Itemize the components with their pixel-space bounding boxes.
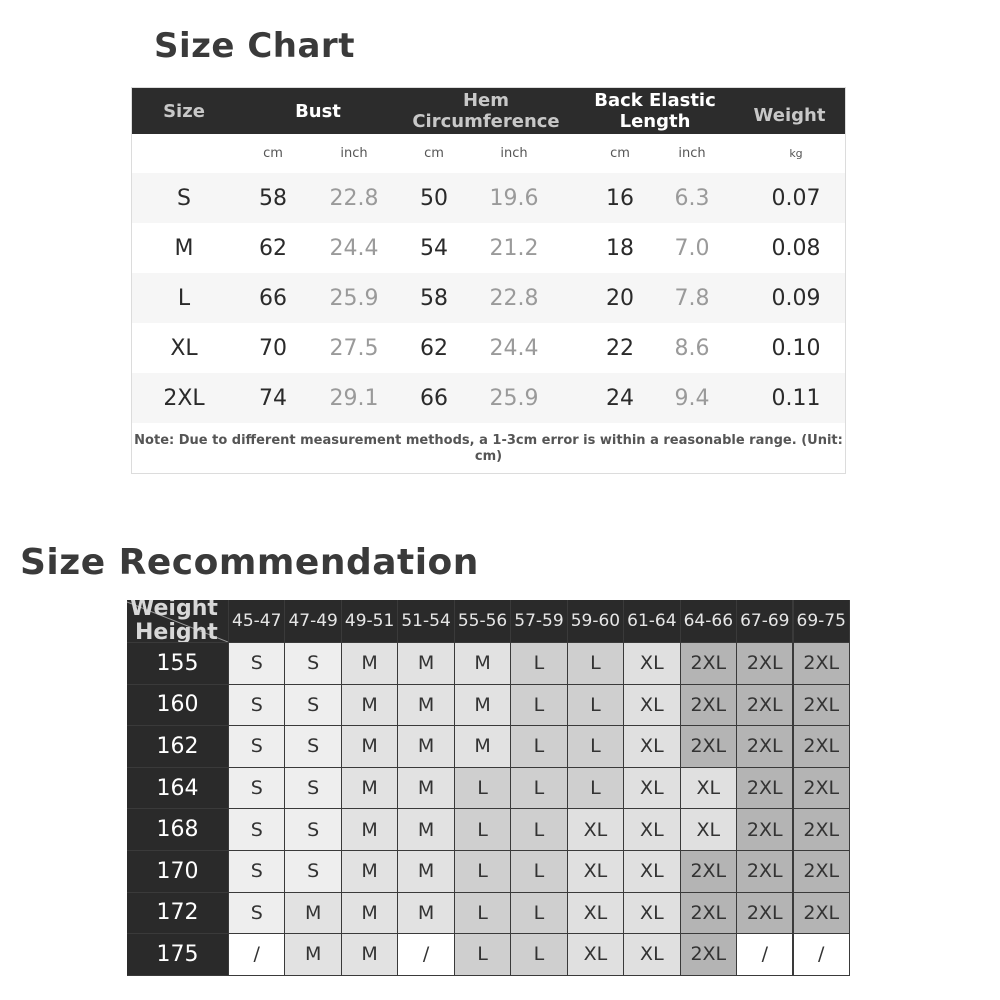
- height-header: 155: [127, 643, 228, 684]
- cell-hem-in: 24.4: [489, 335, 539, 361]
- recommendation-cell: S: [229, 643, 284, 684]
- recommendation-cell: /: [229, 934, 284, 975]
- weight-header: 45-47: [229, 600, 284, 642]
- cell-weight: 0.08: [771, 235, 821, 261]
- recommendation-cell: L: [455, 768, 510, 809]
- cell-weight: 0.09: [771, 285, 821, 311]
- size-chart-row: [132, 323, 845, 373]
- height-header: 175: [127, 934, 228, 975]
- recommendation-cell: 2XL: [737, 643, 792, 684]
- cell-weight: 0.10: [771, 335, 821, 361]
- recommendation-cell: 2XL: [681, 893, 736, 934]
- cell-size: XL: [170, 335, 198, 361]
- recommendation-cell: XL: [624, 768, 679, 809]
- recommendation-cell: 2XL: [737, 685, 792, 726]
- recommendation-cell: 2XL: [794, 893, 849, 934]
- recommendation-cell: L: [568, 768, 623, 809]
- weight-header: 47-49: [285, 600, 340, 642]
- cell-back-cm: 18: [606, 235, 634, 261]
- unit-back-inch: inch: [678, 145, 706, 161]
- cell-bust-cm: 66: [259, 285, 287, 311]
- recommendation-cell: L: [455, 851, 510, 892]
- size-chart-row: [132, 273, 845, 323]
- cell-hem-in: 22.8: [489, 285, 539, 311]
- recommendation-cell: M: [398, 726, 453, 767]
- recommendation-cell: XL: [624, 643, 679, 684]
- recommendation-cell: 2XL: [737, 768, 792, 809]
- recommendation-cell: 2XL: [794, 726, 849, 767]
- recommendation-cell: L: [511, 768, 566, 809]
- cell-bust-in: 29.1: [329, 385, 379, 411]
- recommendation-cell: M: [398, 685, 453, 726]
- height-header: 172: [127, 893, 228, 934]
- corner-weight-label: Weight: [130, 600, 218, 621]
- recommendation-cell: L: [455, 893, 510, 934]
- header-hem: Hem Circumference: [412, 90, 560, 132]
- weight-header: 51-54: [398, 600, 453, 642]
- size-recommendation-title: Size Recommendation: [20, 542, 479, 583]
- recommendation-cell: M: [455, 643, 510, 684]
- unit-bust-inch: inch: [340, 145, 368, 161]
- recommendation-cell: L: [455, 809, 510, 850]
- recommendation-cell: M: [342, 643, 397, 684]
- weight-header: 57-59: [511, 600, 566, 642]
- recommendation-cell: L: [511, 685, 566, 726]
- recommendation-cell: M: [285, 893, 340, 934]
- recommendation-cell: 2XL: [681, 726, 736, 767]
- size-chart-row: [132, 223, 845, 273]
- weight-header: 49-51: [342, 600, 397, 642]
- recommendation-cell: S: [229, 809, 284, 850]
- weight-header: 67-69: [737, 600, 792, 642]
- cell-hem-in: 19.6: [489, 185, 539, 211]
- recommendation-cell: XL: [568, 893, 623, 934]
- cell-size: 2XL: [163, 385, 205, 411]
- cell-size: M: [174, 235, 194, 261]
- cell-size: L: [177, 285, 191, 311]
- recommendation-cell: 2XL: [794, 643, 849, 684]
- recommendation-cell: 2XL: [737, 809, 792, 850]
- unit-hem-inch: inch: [500, 145, 528, 161]
- recommendation-cell: XL: [624, 726, 679, 767]
- recommendation-cell: XL: [624, 934, 679, 975]
- cell-bust-in: 27.5: [329, 335, 379, 361]
- cell-back-cm: 22: [606, 335, 634, 361]
- cell-bust-in: 24.4: [329, 235, 379, 261]
- recommendation-cell: /: [398, 934, 453, 975]
- size-chart-title: Size Chart: [154, 26, 355, 66]
- recommendation-cell: XL: [568, 809, 623, 850]
- recommendation-cell: 2XL: [681, 643, 736, 684]
- recommendation-cell: M: [342, 685, 397, 726]
- cell-back-in: 7.8: [674, 285, 710, 311]
- cell-back-in: 6.3: [674, 185, 710, 211]
- recommendation-cell: L: [511, 809, 566, 850]
- recommendation-cell: XL: [681, 809, 736, 850]
- recommendation-cell: L: [568, 685, 623, 726]
- recommendation-cell: M: [398, 768, 453, 809]
- measurement-note: Note: Due to different measurement methods, a 1-3cm error is within a reasonable range. (Unit: cm): [134, 433, 843, 464]
- cell-hem-cm: 66: [420, 385, 448, 411]
- recommendation-cell: M: [342, 934, 397, 975]
- cell-hem-in: 21.2: [489, 235, 539, 261]
- cell-bust-in: 22.8: [329, 185, 379, 211]
- cell-bust-cm: 62: [259, 235, 287, 261]
- recommendation-cell: M: [342, 726, 397, 767]
- cell-back-cm: 16: [606, 185, 634, 211]
- recommendation-cell: /: [737, 934, 792, 975]
- size-chart-header: [132, 88, 845, 134]
- cell-hem-in: 25.9: [489, 385, 539, 411]
- recommendation-cell: L: [511, 893, 566, 934]
- cell-hem-cm: 62: [420, 335, 448, 361]
- recommendation-cell: L: [455, 934, 510, 975]
- recommendation-cell: XL: [681, 768, 736, 809]
- recommendation-cell: M: [342, 768, 397, 809]
- cell-bust-cm: 70: [259, 335, 287, 361]
- recommendation-cell: XL: [624, 809, 679, 850]
- size-chart-row: [132, 373, 845, 423]
- recommendation-cell: 2XL: [737, 851, 792, 892]
- recommendation-cell: S: [285, 768, 340, 809]
- recommendation-cell: M: [398, 851, 453, 892]
- recommendation-cell: L: [511, 643, 566, 684]
- recommendation-cell: S: [229, 768, 284, 809]
- cell-back-in: 8.6: [674, 335, 710, 361]
- unit-back-cm: cm: [610, 145, 630, 161]
- cell-bust-cm: 58: [259, 185, 287, 211]
- recommendation-cell: S: [285, 851, 340, 892]
- recommendation-cell: 2XL: [737, 726, 792, 767]
- recommendation-cell: 2XL: [794, 768, 849, 809]
- recommendation-cell: M: [398, 809, 453, 850]
- recommendation-cell: S: [229, 726, 284, 767]
- cell-weight: 0.07: [771, 185, 821, 211]
- recommendation-cell: 2XL: [681, 851, 736, 892]
- unit-weight-kg: kg: [789, 146, 803, 160]
- weight-header: 59-60: [568, 600, 623, 642]
- header-back-elastic: Back Elastic Length: [594, 90, 716, 132]
- recommendation-cell: M: [342, 809, 397, 850]
- cell-bust-in: 25.9: [329, 285, 379, 311]
- recommendation-cell: 2XL: [794, 851, 849, 892]
- recommendation-cell: XL: [568, 851, 623, 892]
- cell-hem-cm: 50: [420, 185, 448, 211]
- recommendation-cell: S: [285, 726, 340, 767]
- height-header: 168: [127, 809, 228, 850]
- recommendation-cell: /: [794, 934, 849, 975]
- cell-bust-cm: 74: [259, 385, 287, 411]
- height-header: 162: [127, 726, 228, 767]
- recommendation-cell: L: [511, 726, 566, 767]
- recommendation-cell: 2XL: [794, 685, 849, 726]
- recommendation-cell: S: [229, 851, 284, 892]
- cell-size: S: [177, 185, 191, 211]
- header-size: Size: [163, 100, 205, 122]
- recommendation-cell: S: [285, 685, 340, 726]
- recommendation-cell: M: [398, 893, 453, 934]
- recommendation-cell: XL: [568, 934, 623, 975]
- cell-back-in: 7.0: [674, 235, 710, 261]
- unit-hem-cm: cm: [424, 145, 444, 161]
- size-recommendation-grid: [127, 600, 850, 976]
- recommendation-cell: 2XL: [737, 893, 792, 934]
- recommendation-cell: 2XL: [794, 809, 849, 850]
- size-chart-row: [132, 173, 845, 223]
- recommendation-cell: M: [285, 934, 340, 975]
- recommendation-cell: L: [568, 726, 623, 767]
- corner-height-label: Height: [135, 620, 218, 642]
- header-bust: Bust: [295, 100, 341, 122]
- cell-back-cm: 20: [606, 285, 634, 311]
- height-header: 164: [127, 768, 228, 809]
- recommendation-cell: XL: [624, 685, 679, 726]
- recommendation-cell: S: [229, 893, 284, 934]
- cell-weight: 0.11: [771, 385, 821, 411]
- recommendation-cell: M: [455, 726, 510, 767]
- weight-header: 61-64: [624, 600, 679, 642]
- recommendation-cell: XL: [624, 851, 679, 892]
- recommendation-cell: S: [285, 809, 340, 850]
- cell-hem-cm: 58: [420, 285, 448, 311]
- recommendation-cell: 2XL: [681, 685, 736, 726]
- recommendation-cell: M: [455, 685, 510, 726]
- recommendation-cell: L: [511, 851, 566, 892]
- recommendation-cell: M: [398, 643, 453, 684]
- height-header: 160: [127, 685, 228, 726]
- weight-header: 64-66: [681, 600, 736, 642]
- recommendation-cell: L: [568, 643, 623, 684]
- size-chart-table: [131, 87, 846, 474]
- recommendation-cell: S: [229, 685, 284, 726]
- cell-back-cm: 24: [606, 385, 634, 411]
- grid-corner: [127, 600, 228, 642]
- height-header: 170: [127, 851, 228, 892]
- recommendation-cell: 2XL: [681, 934, 736, 975]
- recommendation-cell: M: [342, 851, 397, 892]
- unit-bust-cm: cm: [263, 145, 283, 161]
- recommendation-cell: L: [511, 934, 566, 975]
- unit-row: [132, 140, 845, 166]
- cell-hem-cm: 54: [420, 235, 448, 261]
- cell-back-in: 9.4: [674, 385, 710, 411]
- recommendation-cell: XL: [624, 893, 679, 934]
- recommendation-cell: M: [342, 893, 397, 934]
- header-weight: Weight: [753, 104, 826, 126]
- weight-header: 55-56: [455, 600, 510, 642]
- weight-header: 69-75: [794, 600, 849, 642]
- recommendation-cell: S: [285, 643, 340, 684]
